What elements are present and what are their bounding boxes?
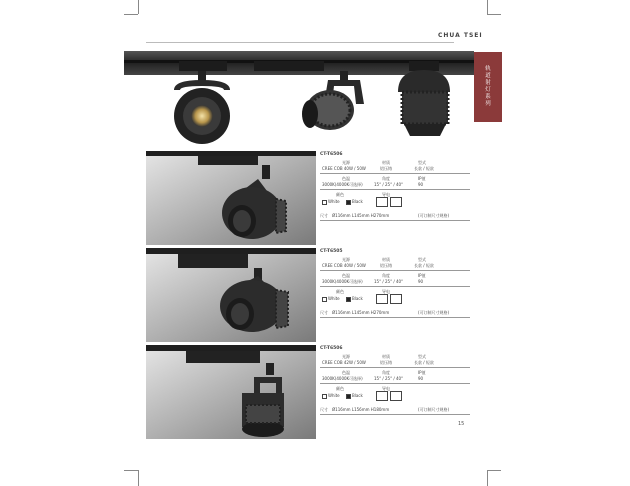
divider: [320, 414, 470, 415]
crop-mark-top-left-h: [124, 14, 138, 15]
divider: [320, 383, 470, 384]
value-power: CREE COB 40W / 50W: [322, 166, 366, 171]
hero-track-image: [124, 48, 474, 148]
crop-mark-top-right-h: [487, 14, 501, 15]
model-number: CT-T6506: [320, 152, 343, 157]
value-type: 长款 / 短款: [414, 166, 434, 171]
value-angle: 15° / 25° / 40°: [374, 182, 404, 187]
size-label: 尺寸: [320, 310, 328, 315]
option-white: [322, 296, 340, 302]
product-photo-2: [146, 248, 316, 342]
side-tab-label: 轨道射灯系列: [485, 66, 491, 107]
header-rule: [146, 42, 454, 43]
white-label: White: [328, 393, 340, 398]
value-material: 铝压铸: [380, 263, 392, 268]
label-power: 光源: [342, 257, 350, 262]
size-note: (可订制尺寸规格): [418, 407, 450, 412]
divider: [320, 317, 470, 318]
white-label: White: [328, 199, 340, 204]
value-angle: 15° / 25° / 40°: [374, 376, 404, 381]
label-cct: 色温: [342, 176, 350, 181]
label-cct: 色温: [342, 273, 350, 278]
crop-mark-bottom-left-v: [138, 470, 139, 486]
label-material: 材质: [382, 160, 390, 165]
black-label: Black: [352, 393, 363, 398]
divider: [320, 367, 470, 368]
crop-mark-bottom-right-h: [487, 470, 501, 471]
checkbox-black-icon: [346, 297, 351, 302]
label-type: 型式: [418, 257, 426, 262]
label-color: 颜色: [336, 386, 344, 391]
crop-mark-bottom-right-v: [487, 470, 488, 486]
value-cct: 3000K(4000K可选择): [322, 182, 363, 187]
product-photo-3: [146, 345, 316, 439]
spec-block-1: [320, 152, 470, 232]
value-angle: 15° / 25° / 40°: [374, 279, 404, 284]
checkbox-white-icon: [322, 394, 327, 399]
label-cct: 色温: [342, 370, 350, 375]
model-number: CT-T6505: [320, 249, 343, 254]
checkbox-white-icon: [322, 297, 327, 302]
label-material: 材质: [382, 257, 390, 262]
value-cct: 3000K(4000K可选择): [322, 376, 363, 381]
brand-name: CHUA TSEI: [438, 32, 483, 39]
checkbox-black-icon: [346, 394, 351, 399]
product-photo-1: [146, 151, 316, 245]
value-material: 铝压铸: [380, 166, 392, 171]
value-type: 长款 / 短款: [414, 263, 434, 268]
option-white: [322, 393, 340, 399]
crop-mark-bottom-left-h: [124, 470, 138, 471]
label-angle: 角度: [382, 273, 390, 278]
divider: [320, 189, 470, 190]
label-ip: IP值: [418, 273, 426, 278]
option-black: [346, 296, 363, 302]
label-driver: 导电: [382, 289, 390, 294]
crop-mark-top-left-v: [138, 0, 139, 14]
plug-icon: [376, 197, 388, 207]
connector-icon: [390, 391, 402, 401]
label-material: 材质: [382, 354, 390, 359]
label-ip: IP值: [418, 370, 426, 375]
value-material: 铝压铸: [380, 360, 392, 365]
option-black: [346, 393, 363, 399]
size-label: 尺寸: [320, 213, 328, 218]
label-driver: 导电: [382, 386, 390, 391]
checkbox-black-icon: [346, 200, 351, 205]
label-power: 光源: [342, 160, 350, 165]
plug-icon: [376, 294, 388, 304]
connector-icon: [390, 197, 402, 207]
size-value: Ø116mm L145mm H270mm: [332, 213, 390, 218]
value-cct: 3000K(4000K可选择): [322, 279, 363, 284]
label-color: 颜色: [336, 289, 344, 294]
label-ip: IP值: [418, 176, 426, 181]
label-color: 颜色: [336, 192, 344, 197]
size-note: (可订制尺寸规格): [418, 213, 450, 218]
black-label: Black: [352, 296, 363, 301]
option-black: [346, 199, 363, 205]
value-ip: 90: [418, 182, 424, 187]
divider: [320, 286, 470, 287]
side-tab: [474, 52, 502, 122]
spec-block-3: [320, 346, 470, 426]
model-number: CT-T6506: [320, 346, 343, 351]
value-power: CREE COB 42W / 50W: [322, 360, 366, 365]
value-power: CREE COB 40W / 50W: [322, 263, 366, 268]
white-label: White: [328, 296, 340, 301]
label-type: 型式: [418, 354, 426, 359]
divider: [320, 220, 470, 221]
label-angle: 角度: [382, 176, 390, 181]
value-ip: 90: [418, 279, 424, 284]
label-power: 光源: [342, 354, 350, 359]
page-number: 15: [458, 421, 465, 427]
label-angle: 角度: [382, 370, 390, 375]
connector-icon: [390, 294, 402, 304]
label-driver: 导电: [382, 192, 390, 197]
checkbox-white-icon: [322, 200, 327, 205]
crop-mark-top-right-v: [487, 0, 488, 14]
size-label: 尺寸: [320, 407, 328, 412]
size-value: Ø116mm L156mm H180mm: [332, 407, 390, 412]
size-note: (可订制尺寸规格): [418, 310, 450, 315]
plug-icon: [376, 391, 388, 401]
black-label: Black: [352, 199, 363, 204]
value-type: 长款 / 短款: [414, 360, 434, 365]
option-white: [322, 199, 340, 205]
label-type: 型式: [418, 160, 426, 165]
spec-block-2: [320, 249, 470, 329]
value-ip: 90: [418, 376, 424, 381]
size-value: Ø116mm L145mm H270mm: [332, 310, 390, 315]
divider: [320, 270, 470, 271]
divider: [320, 173, 470, 174]
